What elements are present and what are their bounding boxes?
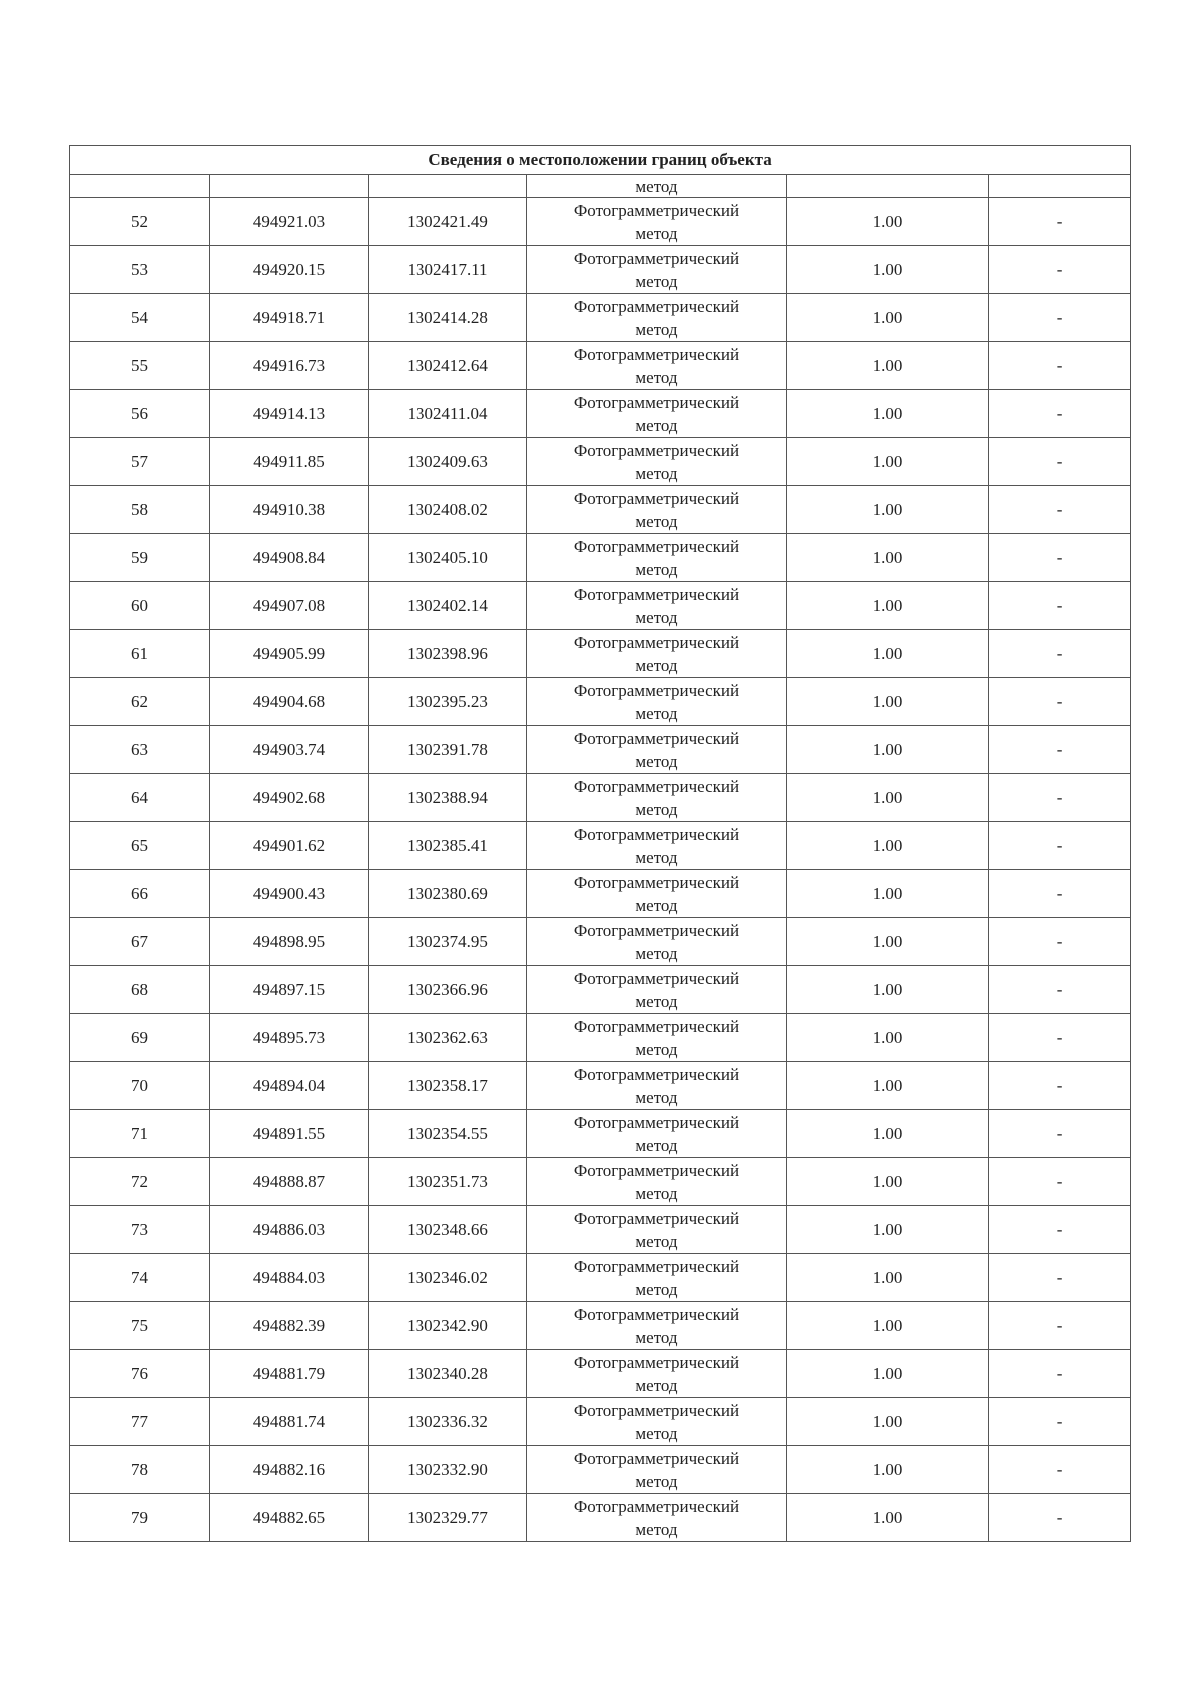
accuracy-cell: 1.00 bbox=[787, 918, 989, 966]
accuracy-cell: 1.00 bbox=[787, 678, 989, 726]
x-coordinate-cell: 494911.85 bbox=[210, 438, 369, 486]
x-coordinate-cell: 494897.15 bbox=[210, 966, 369, 1014]
accuracy-cell: 1.00 bbox=[787, 1398, 989, 1446]
method-line-2: метод bbox=[635, 415, 678, 435]
method-cell bbox=[527, 966, 787, 1014]
method-line-1: Фотограмметрический bbox=[573, 248, 740, 268]
method-cell bbox=[527, 294, 787, 342]
table-row bbox=[70, 1062, 1131, 1110]
continuation-cell-y bbox=[369, 175, 527, 198]
method-cell bbox=[527, 1014, 787, 1062]
extra-cell: - bbox=[989, 486, 1131, 534]
method-line-1: Фотограмметрический bbox=[573, 632, 740, 652]
x-coordinate-cell: 494918.71 bbox=[210, 294, 369, 342]
method-line-1: Фотограмметрический bbox=[573, 200, 740, 220]
y-coordinate-cell: 1302351.73 bbox=[369, 1158, 527, 1206]
x-coordinate-cell: 494907.08 bbox=[210, 582, 369, 630]
continuation-cell-accuracy bbox=[787, 175, 989, 198]
y-coordinate-cell: 1302346.02 bbox=[369, 1254, 527, 1302]
y-coordinate-cell: 1302348.66 bbox=[369, 1206, 527, 1254]
extra-cell: - bbox=[989, 966, 1131, 1014]
table-row bbox=[70, 1014, 1131, 1062]
method-line-2: метод bbox=[635, 1087, 678, 1107]
point-number-cell: 79 bbox=[70, 1494, 210, 1542]
extra-cell: - bbox=[989, 1302, 1131, 1350]
table-row bbox=[70, 294, 1131, 342]
method-line-1: Фотограмметрический bbox=[573, 392, 740, 412]
method-line-2: метод bbox=[635, 1279, 678, 1299]
point-number-cell: 53 bbox=[70, 246, 210, 294]
method-cell bbox=[527, 774, 787, 822]
method-cell bbox=[527, 246, 787, 294]
table-row bbox=[70, 582, 1131, 630]
method-line-1: Фотограмметрический bbox=[573, 680, 740, 700]
accuracy-cell: 1.00 bbox=[787, 1446, 989, 1494]
table-row bbox=[70, 1158, 1131, 1206]
accuracy-cell: 1.00 bbox=[787, 390, 989, 438]
y-coordinate-cell: 1302329.77 bbox=[369, 1494, 527, 1542]
method-line-1: Фотограмметрический bbox=[573, 1064, 740, 1084]
continuation-cell-number bbox=[70, 175, 210, 198]
point-number-cell: 63 bbox=[70, 726, 210, 774]
continuation-cell-x bbox=[210, 175, 369, 198]
y-coordinate-cell: 1302354.55 bbox=[369, 1110, 527, 1158]
point-number-cell: 76 bbox=[70, 1350, 210, 1398]
table-row bbox=[70, 870, 1131, 918]
method-line-2: метод bbox=[635, 1327, 678, 1347]
table-row bbox=[70, 390, 1131, 438]
extra-cell: - bbox=[989, 342, 1131, 390]
x-coordinate-cell: 494891.55 bbox=[210, 1110, 369, 1158]
x-coordinate-cell: 494882.16 bbox=[210, 1446, 369, 1494]
table-row bbox=[70, 1254, 1131, 1302]
accuracy-cell: 1.00 bbox=[787, 1014, 989, 1062]
method-line-2: метод bbox=[635, 1231, 678, 1251]
x-coordinate-cell: 494910.38 bbox=[210, 486, 369, 534]
x-coordinate-cell: 494916.73 bbox=[210, 342, 369, 390]
table-row bbox=[70, 246, 1131, 294]
method-line-1: Фотограмметрический bbox=[573, 1256, 740, 1276]
table-row bbox=[70, 534, 1131, 582]
accuracy-cell: 1.00 bbox=[787, 630, 989, 678]
extra-cell: - bbox=[989, 1158, 1131, 1206]
x-coordinate-cell: 494904.68 bbox=[210, 678, 369, 726]
method-line-1: Фотограмметрический bbox=[573, 536, 740, 556]
method-line-1: Фотограмметрический bbox=[573, 920, 740, 940]
method-cell bbox=[527, 582, 787, 630]
y-coordinate-cell: 1302388.94 bbox=[369, 774, 527, 822]
point-number-cell: 58 bbox=[70, 486, 210, 534]
table-row bbox=[70, 1494, 1131, 1542]
extra-cell: - bbox=[989, 582, 1131, 630]
y-coordinate-cell: 1302409.63 bbox=[369, 438, 527, 486]
x-coordinate-cell: 494905.99 bbox=[210, 630, 369, 678]
y-coordinate-cell: 1302412.64 bbox=[369, 342, 527, 390]
point-number-cell: 55 bbox=[70, 342, 210, 390]
method-line-2: метод bbox=[635, 751, 678, 771]
method-line-1: Фотограмметрический bbox=[573, 1496, 740, 1516]
method-line-1: Фотограмметрический bbox=[573, 1160, 740, 1180]
method-line-1: Фотограмметрический bbox=[573, 296, 740, 316]
accuracy-cell: 1.00 bbox=[787, 726, 989, 774]
point-number-cell: 56 bbox=[70, 390, 210, 438]
method-line-1: Фотограмметрический bbox=[573, 584, 740, 604]
accuracy-cell: 1.00 bbox=[787, 342, 989, 390]
x-coordinate-cell: 494914.13 bbox=[210, 390, 369, 438]
method-cell bbox=[527, 726, 787, 774]
point-number-cell: 57 bbox=[70, 438, 210, 486]
table-row bbox=[70, 486, 1131, 534]
method-line-1: Фотограмметрический bbox=[573, 1112, 740, 1132]
extra-cell: - bbox=[989, 822, 1131, 870]
y-coordinate-cell: 1302421.49 bbox=[369, 198, 527, 246]
point-number-cell: 70 bbox=[70, 1062, 210, 1110]
method-line-1: Фотограмметрический bbox=[573, 1352, 740, 1372]
extra-cell: - bbox=[989, 918, 1131, 966]
method-cell bbox=[527, 198, 787, 246]
method-line-2: метод bbox=[635, 1039, 678, 1059]
point-number-cell: 60 bbox=[70, 582, 210, 630]
accuracy-cell: 1.00 bbox=[787, 1494, 989, 1542]
y-coordinate-cell: 1302366.96 bbox=[369, 966, 527, 1014]
x-coordinate-cell: 494921.03 bbox=[210, 198, 369, 246]
x-coordinate-cell: 494900.43 bbox=[210, 870, 369, 918]
extra-cell: - bbox=[989, 1014, 1131, 1062]
y-coordinate-cell: 1302414.28 bbox=[369, 294, 527, 342]
method-cell bbox=[527, 1302, 787, 1350]
method-line-2: метод bbox=[635, 511, 678, 531]
accuracy-cell: 1.00 bbox=[787, 1158, 989, 1206]
extra-cell: - bbox=[989, 726, 1131, 774]
table-row bbox=[70, 918, 1131, 966]
continuation-row bbox=[70, 175, 1131, 198]
table-row bbox=[70, 342, 1131, 390]
y-coordinate-cell: 1302385.41 bbox=[369, 822, 527, 870]
accuracy-cell: 1.00 bbox=[787, 294, 989, 342]
extra-cell: - bbox=[989, 1350, 1131, 1398]
x-coordinate-cell: 494882.39 bbox=[210, 1302, 369, 1350]
x-coordinate-cell: 494881.79 bbox=[210, 1350, 369, 1398]
method-line-2: метод bbox=[635, 703, 678, 723]
method-line-2: метод bbox=[635, 799, 678, 819]
method-line-1: Фотограмметрический bbox=[573, 344, 740, 364]
extra-cell: - bbox=[989, 1110, 1131, 1158]
table-row bbox=[70, 438, 1131, 486]
y-coordinate-cell: 1302411.04 bbox=[369, 390, 527, 438]
accuracy-cell: 1.00 bbox=[787, 246, 989, 294]
point-number-cell: 77 bbox=[70, 1398, 210, 1446]
method-cell bbox=[527, 1494, 787, 1542]
method-line-2: метод bbox=[635, 607, 678, 627]
accuracy-cell: 1.00 bbox=[787, 822, 989, 870]
y-coordinate-cell: 1302408.02 bbox=[369, 486, 527, 534]
accuracy-cell: 1.00 bbox=[787, 966, 989, 1014]
y-coordinate-cell: 1302417.11 bbox=[369, 246, 527, 294]
method-line-2: метод bbox=[635, 1135, 678, 1155]
x-coordinate-cell: 494920.15 bbox=[210, 246, 369, 294]
accuracy-cell: 1.00 bbox=[787, 774, 989, 822]
table-row bbox=[70, 198, 1131, 246]
method-line-1: Фотограмметрический bbox=[573, 1304, 740, 1324]
point-number-cell: 65 bbox=[70, 822, 210, 870]
method-cell bbox=[527, 342, 787, 390]
accuracy-cell: 1.00 bbox=[787, 870, 989, 918]
point-number-cell: 71 bbox=[70, 1110, 210, 1158]
extra-cell: - bbox=[989, 534, 1131, 582]
method-cell bbox=[527, 1254, 787, 1302]
table-row bbox=[70, 966, 1131, 1014]
method-line-2: метод bbox=[635, 847, 678, 867]
method-cell bbox=[527, 534, 787, 582]
table-row bbox=[70, 678, 1131, 726]
extra-cell: - bbox=[989, 246, 1131, 294]
x-coordinate-cell: 494903.74 bbox=[210, 726, 369, 774]
method-line-1: Фотограмметрический bbox=[573, 824, 740, 844]
method-line-2: метод bbox=[635, 1471, 678, 1491]
y-coordinate-cell: 1302340.28 bbox=[369, 1350, 527, 1398]
extra-cell: - bbox=[989, 390, 1131, 438]
y-coordinate-cell: 1302395.23 bbox=[369, 678, 527, 726]
method-line-1: Фотограмметрический bbox=[573, 1016, 740, 1036]
y-coordinate-cell: 1302405.10 bbox=[369, 534, 527, 582]
method-line-2: метод bbox=[635, 559, 678, 579]
method-cell bbox=[527, 1110, 787, 1158]
extra-cell: - bbox=[989, 1206, 1131, 1254]
table-row bbox=[70, 630, 1131, 678]
boundary-coordinates-table bbox=[69, 145, 1131, 1542]
table-row bbox=[70, 1350, 1131, 1398]
point-number-cell: 64 bbox=[70, 774, 210, 822]
method-cell bbox=[527, 630, 787, 678]
extra-cell: - bbox=[989, 1062, 1131, 1110]
extra-cell: - bbox=[989, 294, 1131, 342]
method-line-2: метод bbox=[635, 943, 678, 963]
table-title: Сведения о местоположении границ объекта bbox=[70, 146, 1131, 175]
method-cell bbox=[527, 438, 787, 486]
x-coordinate-cell: 494888.87 bbox=[210, 1158, 369, 1206]
method-line-2: метод bbox=[635, 463, 678, 483]
table-title-row bbox=[70, 146, 1131, 175]
method-line-1: Фотограмметрический bbox=[573, 776, 740, 796]
y-coordinate-cell: 1302374.95 bbox=[369, 918, 527, 966]
method-line-1: Фотограмметрический bbox=[573, 1400, 740, 1420]
method-line-1: Фотограмметрический bbox=[573, 1208, 740, 1228]
method-cell bbox=[527, 1158, 787, 1206]
point-number-cell: 59 bbox=[70, 534, 210, 582]
y-coordinate-cell: 1302380.69 bbox=[369, 870, 527, 918]
point-number-cell: 74 bbox=[70, 1254, 210, 1302]
method-line-2: метод bbox=[635, 1375, 678, 1395]
accuracy-cell: 1.00 bbox=[787, 1062, 989, 1110]
y-coordinate-cell: 1302391.78 bbox=[369, 726, 527, 774]
y-coordinate-cell: 1302362.63 bbox=[369, 1014, 527, 1062]
method-line-1: Фотограмметрический bbox=[573, 1448, 740, 1468]
y-coordinate-cell: 1302336.32 bbox=[369, 1398, 527, 1446]
accuracy-cell: 1.00 bbox=[787, 1206, 989, 1254]
point-number-cell: 72 bbox=[70, 1158, 210, 1206]
table-row bbox=[70, 1302, 1131, 1350]
point-number-cell: 52 bbox=[70, 198, 210, 246]
extra-cell: - bbox=[989, 438, 1131, 486]
point-number-cell: 62 bbox=[70, 678, 210, 726]
method-line-1: Фотограмметрический bbox=[573, 488, 740, 508]
y-coordinate-cell: 1302358.17 bbox=[369, 1062, 527, 1110]
method-line-1: Фотограмметрический bbox=[573, 440, 740, 460]
extra-cell: - bbox=[989, 1446, 1131, 1494]
table-row bbox=[70, 726, 1131, 774]
extra-cell: - bbox=[989, 1494, 1131, 1542]
method-line-2: метод bbox=[635, 271, 678, 291]
method-cell bbox=[527, 822, 787, 870]
x-coordinate-cell: 494908.84 bbox=[210, 534, 369, 582]
method-cell bbox=[527, 918, 787, 966]
y-coordinate-cell: 1302332.90 bbox=[369, 1446, 527, 1494]
accuracy-cell: 1.00 bbox=[787, 1350, 989, 1398]
x-coordinate-cell: 494886.03 bbox=[210, 1206, 369, 1254]
extra-cell: - bbox=[989, 870, 1131, 918]
point-number-cell: 68 bbox=[70, 966, 210, 1014]
x-coordinate-cell: 494898.95 bbox=[210, 918, 369, 966]
method-line-1: Фотограмметрический bbox=[573, 968, 740, 988]
table-row bbox=[70, 1398, 1131, 1446]
point-number-cell: 69 bbox=[70, 1014, 210, 1062]
method-line-2: метод bbox=[635, 319, 678, 339]
method-cell bbox=[527, 1398, 787, 1446]
y-coordinate-cell: 1302402.14 bbox=[369, 582, 527, 630]
x-coordinate-cell: 494894.04 bbox=[210, 1062, 369, 1110]
x-coordinate-cell: 494902.68 bbox=[210, 774, 369, 822]
accuracy-cell: 1.00 bbox=[787, 198, 989, 246]
method-line-1: Фотограмметрический bbox=[573, 872, 740, 892]
x-coordinate-cell: 494882.65 bbox=[210, 1494, 369, 1542]
method-line-2: метод bbox=[635, 367, 678, 387]
y-coordinate-cell: 1302398.96 bbox=[369, 630, 527, 678]
method-cell bbox=[527, 486, 787, 534]
method-line-2: метод bbox=[635, 1183, 678, 1203]
method-cell bbox=[527, 870, 787, 918]
x-coordinate-cell: 494895.73 bbox=[210, 1014, 369, 1062]
method-line-2: метод bbox=[635, 1519, 678, 1539]
method-cell bbox=[527, 1446, 787, 1494]
point-number-cell: 54 bbox=[70, 294, 210, 342]
accuracy-cell: 1.00 bbox=[787, 1302, 989, 1350]
accuracy-cell: 1.00 bbox=[787, 438, 989, 486]
continuation-cell-extra bbox=[989, 175, 1131, 198]
x-coordinate-cell: 494901.62 bbox=[210, 822, 369, 870]
point-number-cell: 73 bbox=[70, 1206, 210, 1254]
method-line-2: метод bbox=[635, 895, 678, 915]
extra-cell: - bbox=[989, 630, 1131, 678]
method-cell bbox=[527, 1350, 787, 1398]
x-coordinate-cell: 494881.74 bbox=[210, 1398, 369, 1446]
point-number-cell: 67 bbox=[70, 918, 210, 966]
table-body bbox=[70, 146, 1131, 1542]
table-row bbox=[70, 774, 1131, 822]
table-row bbox=[70, 822, 1131, 870]
extra-cell: - bbox=[989, 198, 1131, 246]
table-row bbox=[70, 1110, 1131, 1158]
extra-cell: - bbox=[989, 678, 1131, 726]
x-coordinate-cell: 494884.03 bbox=[210, 1254, 369, 1302]
point-number-cell: 66 bbox=[70, 870, 210, 918]
point-number-cell: 61 bbox=[70, 630, 210, 678]
table-row bbox=[70, 1446, 1131, 1494]
extra-cell: - bbox=[989, 1398, 1131, 1446]
y-coordinate-cell: 1302342.90 bbox=[369, 1302, 527, 1350]
accuracy-cell: 1.00 bbox=[787, 534, 989, 582]
accuracy-cell: 1.00 bbox=[787, 1110, 989, 1158]
method-cell bbox=[527, 1062, 787, 1110]
accuracy-cell: 1.00 bbox=[787, 582, 989, 630]
method-line-2: метод bbox=[635, 223, 678, 243]
extra-cell: - bbox=[989, 1254, 1131, 1302]
extra-cell: - bbox=[989, 774, 1131, 822]
method-line-2: метод bbox=[635, 991, 678, 1011]
method-cell bbox=[527, 1206, 787, 1254]
accuracy-cell: 1.00 bbox=[787, 1254, 989, 1302]
method-line-2: метод bbox=[635, 1423, 678, 1443]
point-number-cell: 75 bbox=[70, 1302, 210, 1350]
method-line-1: Фотограмметрический bbox=[573, 728, 740, 748]
accuracy-cell: 1.00 bbox=[787, 486, 989, 534]
method-cell bbox=[527, 678, 787, 726]
method-cell bbox=[527, 390, 787, 438]
table-row bbox=[70, 1206, 1131, 1254]
continuation-cell-method: метод bbox=[527, 175, 787, 198]
point-number-cell: 78 bbox=[70, 1446, 210, 1494]
method-line-2: метод bbox=[635, 655, 678, 675]
